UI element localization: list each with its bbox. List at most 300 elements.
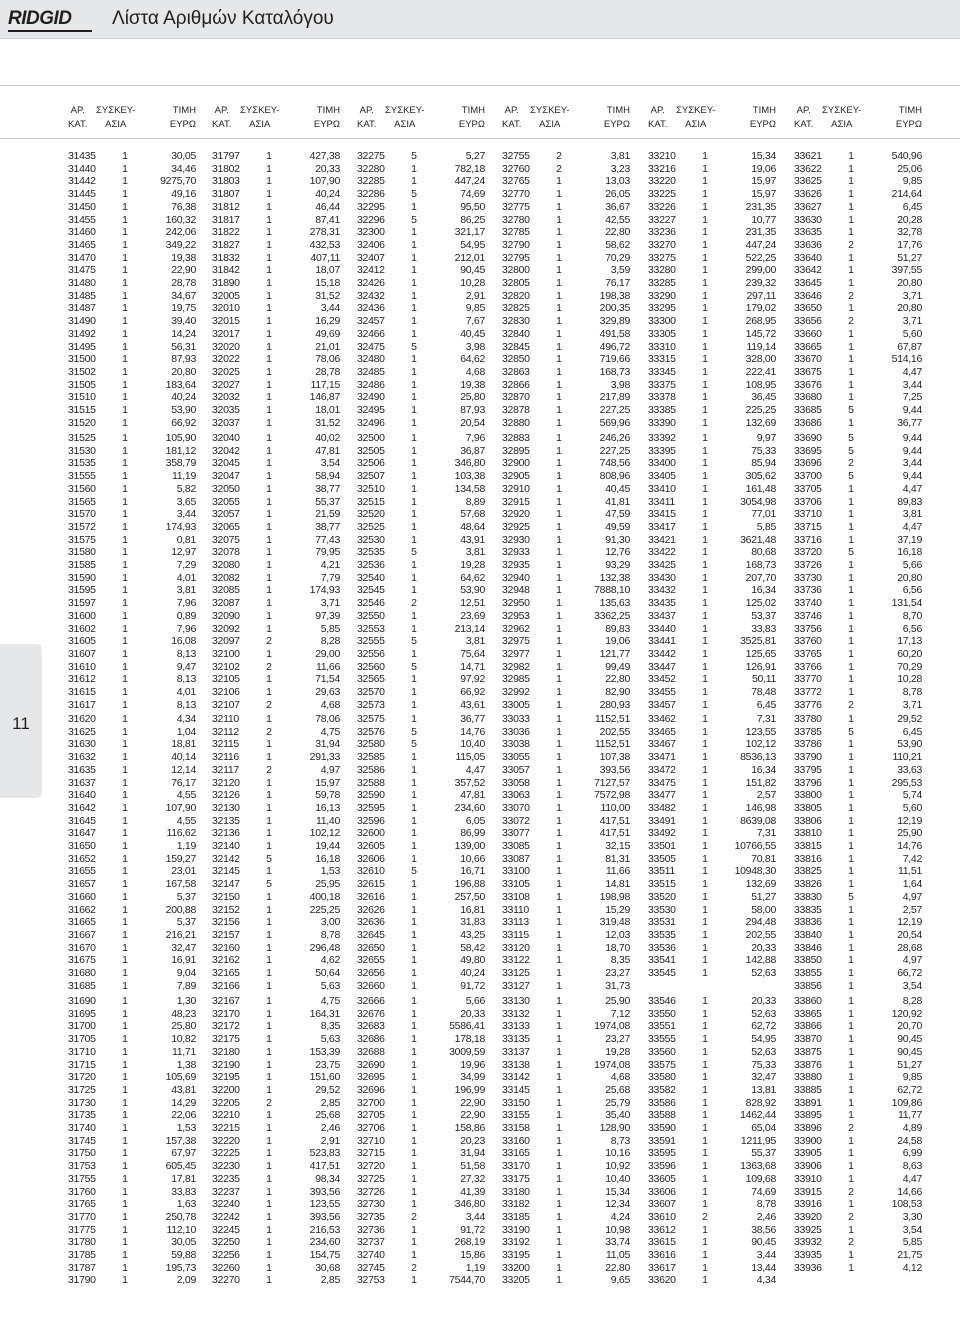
price: 16,81 [460,903,485,916]
article-number: 32505 [357,444,385,457]
pack-quantity: 1 [556,840,562,852]
table-row [500,1147,630,1160]
price: 12,03 [605,928,630,941]
price: 123,55 [745,725,776,738]
price: 33,83 [751,622,776,635]
price: 20,33 [315,162,340,175]
price: 18,70 [605,941,630,954]
pack-quantity: 1 [411,302,417,315]
pack-quantity: 1 [702,1045,708,1058]
price: 8,28 [902,995,922,1007]
pack-quantity: 1 [122,713,128,725]
article-number: 32870 [502,391,530,404]
article-number: 33447 [648,660,676,673]
pack-quantity: 1 [848,1261,854,1274]
pack-quantity: 1 [702,660,708,673]
table-row [646,417,776,430]
table-row [646,457,776,470]
table-row [792,201,922,214]
price: 75,33 [751,1058,776,1071]
article-number: 32977 [502,647,530,660]
price: 160,32 [165,213,196,226]
table-row [500,1122,630,1135]
article-number: 32256 [212,1249,240,1261]
pack-quantity: 1 [556,890,562,903]
table-row [646,432,776,445]
article-number: 33395 [648,444,676,457]
price: 3,23 [610,162,630,175]
pack-quantity: 1 [848,200,854,213]
price: 198,38 [599,289,630,302]
article-number: 31802 [212,162,240,175]
pack-quantity: 1 [848,814,854,827]
pack-quantity: 1 [266,1020,272,1033]
price: 20,28 [897,213,922,226]
pack-quantity: 1 [702,457,708,470]
price: 3362,25 [594,609,630,622]
pack-quantity: 1 [556,251,562,264]
table-row [500,328,630,341]
table-row [646,1109,776,1122]
table-row [210,1071,340,1084]
price: 7,96 [176,622,196,635]
pack-quantity: 1 [411,175,417,188]
pack-quantity: 1 [411,647,417,660]
article-number: 32683 [357,1020,385,1033]
price: 4,21 [320,559,340,571]
table-row [792,264,922,277]
article-number: 31637 [68,776,96,789]
pack-quantity: 1 [122,533,128,546]
pack-quantity: 1 [266,378,272,391]
table-row [66,1211,196,1224]
price: 540,96 [891,150,922,162]
pack-quantity: 1 [848,1045,854,1058]
pack-quantity: 1 [411,584,417,597]
price: 40,02 [315,432,340,444]
article-number: 33605 [648,1172,676,1185]
table-row [66,865,196,878]
pack-quantity: 1 [411,353,417,366]
price: 225,25 [745,404,776,416]
pack-quantity: 1 [122,763,128,776]
pack-quantity: 1 [122,1045,128,1058]
price: 6,99 [902,1147,922,1160]
price: 3054,98 [740,495,776,508]
article-number: 32615 [357,878,385,891]
table-row [355,445,485,458]
pack-quantity: 1 [702,597,708,610]
pack-quantity: 1 [122,1096,128,1109]
pack-quantity: 5 [848,470,854,483]
pack-quantity: 1 [411,289,417,302]
price: 3,71 [902,289,922,302]
price: 202,55 [599,725,630,738]
pack-quantity: 1 [702,482,708,495]
table-row [500,865,630,878]
price: 234,60 [454,801,485,814]
article-number: 33130 [502,995,530,1007]
pack-quantity: 1 [411,315,417,328]
article-number: 33535 [648,928,676,941]
table-row [646,1173,776,1186]
pack-quantity: 2 [848,238,854,251]
table-row [355,623,485,636]
price: 35,40 [605,1109,630,1122]
price-header: ΤΙΜΗ ΕΥΡΩ [458,105,485,130]
price: 181,12 [165,444,196,457]
table-row [792,1198,922,1211]
pack-quantity: 2 [848,315,854,328]
pack-quantity: 2 [702,1210,708,1223]
pack-quantity: 1 [848,1249,854,1261]
pack-quantity: 1 [266,1147,272,1160]
pack-quantity: 1 [122,1134,128,1147]
table-row [646,546,776,559]
price: 225,25 [309,903,340,916]
table-row [500,916,630,929]
price: 16,18 [315,852,340,865]
table-row [500,277,630,290]
table-row [500,1236,630,1249]
pack-quantity: 1 [556,1122,562,1134]
price: 8536,13 [740,751,776,764]
pack-quantity: 1 [266,264,272,277]
pack-quantity: 1 [556,776,562,789]
price: 328,00 [745,353,776,366]
article-number: 32432 [357,289,385,302]
pack-quantity: 1 [411,520,417,533]
price: 3,44 [756,1249,776,1261]
pack-quantity: 1 [848,916,854,929]
price: 393,56 [309,1185,340,1198]
price: 49,69 [315,327,340,340]
table-row [355,1173,485,1186]
table-row [500,252,630,265]
table-row [500,1186,630,1199]
price: 168,73 [599,365,630,378]
article-number: 31680 [68,967,96,979]
table-row [355,777,485,790]
pack-quantity: 1 [848,353,854,366]
pack-quantity: 1 [122,660,128,673]
table-row [792,853,922,866]
price: 40,45 [605,482,630,495]
pack-quantity: 1 [702,738,708,751]
article-number: 33435 [648,597,676,610]
pack-quantity: 1 [848,622,854,635]
table-row [500,1109,630,1122]
price: 13,03 [605,175,630,188]
article-number: 32507 [357,470,385,483]
table-row [355,726,485,739]
pack-quantity: 1 [556,378,562,391]
pack-quantity: 1 [266,482,272,495]
article-number: 31560 [68,482,96,495]
article-number: 32650 [357,941,385,954]
table-row [792,1059,922,1072]
article-number: 33227 [648,213,676,226]
article-number: 33057 [502,763,530,776]
pack-quantity: 1 [411,967,417,979]
article-number: 31605 [68,635,96,648]
article-number: 32735 [357,1210,385,1223]
pack-quantity: 1 [848,1020,854,1033]
pack-quantity: 1 [848,226,854,239]
price: 43,61 [460,698,485,711]
table-row [646,404,776,417]
table-row [66,623,196,636]
table-row [66,379,196,392]
table-row [66,1249,196,1262]
table-row [66,1262,196,1275]
article-number: 33876 [794,1058,822,1071]
page-title: Λίστα Αριθμών Καταλόγου [112,8,334,29]
price: 12,97 [171,546,196,559]
pack-quantity: 1 [266,353,272,366]
table-row [210,635,340,648]
pack-quantity: 1 [702,1134,708,1147]
article-number: 31770 [68,1210,96,1223]
article-number: 31832 [212,251,240,264]
pack-quantity: 1 [411,789,417,802]
table-row [792,802,922,815]
article-number: 33195 [502,1249,530,1261]
article-number: 32147 [212,878,240,891]
pack-quantity: 1 [702,470,708,483]
pack-quantity: 1 [266,508,272,521]
table-row [66,942,196,955]
price: 10,28 [460,277,485,289]
article-number: 32112 [212,725,239,738]
price: 14,76 [897,840,922,852]
table-row [210,673,340,686]
article-number: 32900 [502,457,530,470]
table-row [355,432,485,445]
price: 33,83 [171,1185,196,1198]
price: 15,86 [460,1249,485,1261]
article-number: 32695 [357,1071,385,1084]
pack-quantity: 1 [702,1185,708,1198]
price: 491,58 [599,327,630,340]
article-number: 31817 [212,213,240,226]
pack-quantity: 1 [122,315,128,328]
price: 15,34 [605,1185,630,1198]
article-number: 32520 [357,508,385,521]
pack-quantity: 1 [702,1096,708,1109]
pack-quantity: 1 [556,495,562,508]
article-number: 33115 [502,928,529,941]
price: 167,58 [165,878,196,891]
article-number: 33375 [648,378,676,391]
article-number: 33696 [794,457,822,470]
price: 5,60 [902,801,922,814]
pack-quantity: 1 [266,738,272,751]
pack-quantity: 1 [266,404,272,416]
pack-quantity: 1 [411,916,417,929]
article-number: 32910 [502,482,530,495]
article-number: 32982 [502,660,530,673]
price: 4,47 [465,763,485,776]
article-number: 32933 [502,546,530,559]
pack-quantity: 1 [848,162,854,175]
article-number: 31505 [68,378,96,391]
article-number: 33546 [648,995,676,1007]
article-number: 33305 [648,327,676,340]
pack-quantity: 1 [266,1134,272,1147]
pack-quantity: 5 [848,890,854,903]
pack-quantity: 1 [122,175,128,188]
table-row [646,916,776,929]
table-row [210,546,340,559]
table-row [646,777,776,790]
pack-quantity: 1 [556,827,562,840]
table-row [646,648,776,661]
pack-quantity: 1 [556,1045,562,1058]
article-number: 33392 [648,432,676,444]
article-number: 33345 [648,365,676,378]
table-row [66,635,196,648]
pack-quantity: 1 [122,213,128,226]
price: 198,98 [599,890,630,903]
article-number: 32130 [212,801,240,814]
article-number: 33378 [648,391,676,404]
article-number: 33846 [794,941,822,954]
article-number: 32600 [357,827,385,840]
article-number: 33005 [502,698,530,711]
article-number: 33885 [794,1083,822,1096]
pack-quantity: 1 [122,200,128,213]
pack-quantity: 1 [848,878,854,891]
article-number: 33180 [502,1185,530,1198]
table-row [500,726,630,739]
article-number: 33606 [648,1185,676,1198]
article-number: 32878 [502,404,530,416]
article-number: 32660 [357,979,385,992]
table-row [646,226,776,239]
table-row [646,366,776,379]
catalog-column [66,0,196,1338]
pack-quantity: 1 [556,1033,562,1046]
article-number: 32540 [357,571,385,584]
pack-quantity: 1 [122,251,128,264]
table-row [66,1046,196,1059]
table-row [646,508,776,521]
table-row [792,584,922,597]
table-row [792,865,922,878]
article-number: 32915 [502,495,530,508]
pack-quantity: 1 [411,979,417,992]
pack-quantity: 2 [848,698,854,711]
table-row [500,483,630,496]
price: 4,68 [610,1071,630,1084]
table-row [210,521,340,534]
pack-quantity: 1 [122,365,128,378]
article-number: 33776 [794,698,822,711]
price: 38,56 [751,1223,776,1236]
article-number: 31662 [68,903,96,916]
article-number: 33805 [794,801,822,814]
pack-quantity: 1 [266,1198,272,1211]
price: 15,34 [751,150,776,162]
pack-quantity: 1 [556,738,562,751]
pack-quantity: 1 [848,713,854,725]
article-number: 33612 [648,1223,676,1236]
table-row [792,1211,922,1224]
table-row [355,508,485,521]
pack-quantity: 1 [122,1274,128,1287]
price: 22,80 [605,673,630,686]
pack-quantity: 1 [556,416,562,429]
table-row [792,673,922,686]
table-row [646,353,776,366]
article-number: 32825 [502,302,530,315]
price: 81,31 [605,852,630,865]
article-number: 33536 [648,941,676,954]
article-number: 32220 [212,1134,240,1147]
article-number: 32770 [502,188,530,201]
price: 25,06 [897,162,922,175]
table-row [355,1224,485,1237]
price: 145,72 [745,327,776,340]
price: 397,55 [891,264,922,277]
pack-quantity: 1 [122,432,128,444]
price: 25,79 [605,1096,630,1109]
price: 161,48 [745,482,776,495]
table-row [500,1224,630,1237]
table-row [500,954,630,967]
table-row [66,916,196,929]
pack-quantity: 1 [702,916,708,929]
pack-quantity: 1 [266,954,272,967]
pack-quantity: 1 [556,751,562,764]
table-row [500,379,630,392]
article-number: 32150 [212,890,240,903]
article-number: 33785 [794,725,822,738]
article-number: 32883 [502,432,530,444]
pack-quantity: 1 [556,725,562,738]
price: 216,53 [309,1223,340,1236]
pack-quantity: 1 [848,495,854,508]
price: 3,44 [320,302,340,315]
price: 53,90 [171,404,196,416]
article-number: 32725 [357,1172,385,1185]
table-row [792,929,922,942]
table-row [210,1211,340,1224]
table-row [210,226,340,239]
article-number: 33582 [648,1083,676,1096]
pack-quantity: 1 [122,1249,128,1261]
pack-quantity: 1 [266,457,272,470]
pack-quantity: 1 [122,827,128,840]
pack-quantity: 1 [266,150,272,162]
price: 4,47 [902,365,922,378]
article-number: 33491 [648,814,676,827]
article-number: 31595 [68,584,96,597]
article-number: 33645 [794,277,822,289]
article-number: 33070 [502,801,530,814]
table-row [210,1135,340,1148]
table-row [792,1173,922,1186]
article-number: 32275 [357,150,385,162]
table-row [210,891,340,904]
price: 109,86 [891,1096,922,1109]
table-row [355,673,485,686]
price: 16,29 [315,315,340,328]
article-number: 32200 [212,1083,240,1096]
article-number: 31705 [68,1033,96,1046]
table-row [66,853,196,866]
